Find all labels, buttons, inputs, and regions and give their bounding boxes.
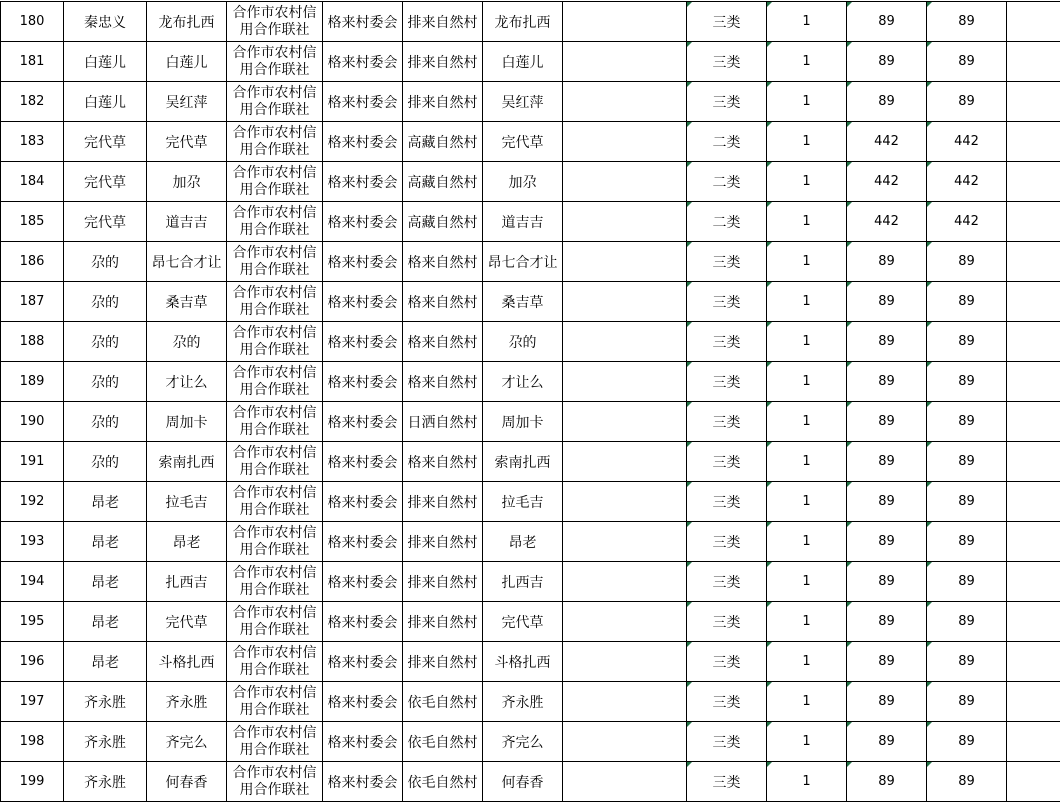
cell-blank[interactable] [563,642,687,682]
cell-account-name[interactable]: 才让么 [483,362,563,402]
cell-village-committee[interactable]: 格来村委会 [323,762,403,802]
cell-amount[interactable]: 89 [847,762,927,802]
cell-row-number[interactable]: 189 [1,362,64,402]
cell-row-number[interactable]: 185 [1,202,64,242]
cell-category[interactable]: 三类 [687,642,767,682]
table-row [1,402,1060,442]
cell-category[interactable]: 三类 [687,42,767,82]
cell-account-name[interactable]: 索南扎西 [483,442,563,482]
cell-member-name[interactable]: 尕的 [147,322,227,362]
cell-amount[interactable]: 89 [847,242,927,282]
cell-blank[interactable] [563,322,687,362]
cell-blank[interactable] [563,762,687,802]
cell-bank[interactable]: 合作市农村信用合作联社 [227,42,323,82]
cell-count[interactable]: 1 [767,722,847,762]
cell-account-name[interactable]: 昂老 [483,522,563,562]
table-row [1,162,1060,202]
cell-amount[interactable]: 442 [847,122,927,162]
cell-empty[interactable] [1007,242,1060,282]
cell-household-head[interactable]: 尕的 [64,322,147,362]
cell-village-committee[interactable]: 格来村委会 [323,122,403,162]
cell-empty[interactable] [1007,642,1060,682]
spreadsheet-table [0,1,1060,802]
table-row [1,762,1060,802]
cell-empty[interactable] [1007,122,1060,162]
cell-amount[interactable]: 89 [847,362,927,402]
cell-village-committee[interactable]: 格来村委会 [323,682,403,722]
cell-empty[interactable] [1007,282,1060,322]
cell-row-number[interactable]: 194 [1,562,64,602]
cell-bank[interactable]: 合作市农村信用合作联社 [227,482,323,522]
cell-count[interactable]: 1 [767,562,847,602]
cell-account-name[interactable]: 何春香 [483,762,563,802]
cell-member-name[interactable]: 索南扎西 [147,442,227,482]
cell-natural-village[interactable]: 高藏自然村 [403,122,483,162]
cell-natural-village[interactable]: 格来自然村 [403,242,483,282]
cell-count[interactable]: 1 [767,682,847,722]
cell-household-head[interactable]: 白莲儿 [64,42,147,82]
cell-natural-village[interactable]: 依毛自然村 [403,682,483,722]
cell-blank[interactable] [563,442,687,482]
cell-village-committee[interactable]: 格来村委会 [323,282,403,322]
table-row [1,282,1060,322]
cell-bank[interactable]: 合作市农村信用合作联社 [227,322,323,362]
cell-empty[interactable] [1007,482,1060,522]
cell-category[interactable]: 三类 [687,2,767,42]
cell-blank[interactable] [563,602,687,642]
cell-empty[interactable] [1007,82,1060,122]
cell-bank[interactable]: 合作市农村信用合作联社 [227,202,323,242]
cell-member-name[interactable]: 桑吉草 [147,282,227,322]
cell-count[interactable]: 1 [767,242,847,282]
cell-member-name[interactable]: 斗格扎西 [147,642,227,682]
cell-row-number[interactable]: 187 [1,282,64,322]
cell-total[interactable]: 89 [927,282,1007,322]
cell-village-committee[interactable]: 格来村委会 [323,482,403,522]
cell-count[interactable]: 1 [767,282,847,322]
cell-bank[interactable]: 合作市农村信用合作联社 [227,762,323,802]
cell-member-name[interactable]: 吴红萍 [147,82,227,122]
cell-natural-village[interactable]: 排来自然村 [403,602,483,642]
cell-account-name[interactable]: 尕的 [483,322,563,362]
cell-account-name[interactable]: 加尕 [483,162,563,202]
cell-account-name[interactable]: 白莲儿 [483,42,563,82]
cell-village-committee[interactable]: 格来村委会 [323,442,403,482]
cell-bank[interactable]: 合作市农村信用合作联社 [227,522,323,562]
cell-row-number[interactable]: 197 [1,682,64,722]
cell-natural-village[interactable]: 依毛自然村 [403,722,483,762]
cell-bank[interactable]: 合作市农村信用合作联社 [227,162,323,202]
cell-blank[interactable] [563,482,687,522]
cell-village-committee[interactable]: 格来村委会 [323,362,403,402]
cell-category[interactable]: 二类 [687,162,767,202]
cell-empty[interactable] [1007,162,1060,202]
cell-amount[interactable]: 89 [847,482,927,522]
cell-row-number[interactable]: 198 [1,722,64,762]
cell-account-name[interactable]: 斗格扎西 [483,642,563,682]
cell-bank[interactable]: 合作市农村信用合作联社 [227,362,323,402]
cell-natural-village[interactable]: 格来自然村 [403,362,483,402]
cell-row-number[interactable]: 184 [1,162,64,202]
cell-total[interactable]: 89 [927,642,1007,682]
cell-member-name[interactable]: 完代草 [147,602,227,642]
cell-amount[interactable]: 89 [847,722,927,762]
cell-bank[interactable]: 合作市农村信用合作联社 [227,82,323,122]
cell-account-name[interactable]: 完代草 [483,122,563,162]
cell-category[interactable]: 三类 [687,682,767,722]
table-row [1,602,1060,642]
cell-bank[interactable]: 合作市农村信用合作联社 [227,562,323,602]
cell-village-committee[interactable]: 格来村委会 [323,562,403,602]
cell-amount[interactable]: 89 [847,282,927,322]
cell-amount[interactable]: 89 [847,322,927,362]
cell-natural-village[interactable]: 高藏自然村 [403,162,483,202]
cell-row-number[interactable]: 188 [1,322,64,362]
cell-category[interactable]: 三类 [687,482,767,522]
cell-empty[interactable] [1007,562,1060,602]
cell-category[interactable]: 二类 [687,202,767,242]
cell-bank[interactable]: 合作市农村信用合作联社 [227,402,323,442]
table-row [1,242,1060,282]
table-row [1,522,1060,562]
cell-empty[interactable] [1007,442,1060,482]
cell-household-head[interactable]: 完代草 [64,122,147,162]
cell-natural-village[interactable]: 格来自然村 [403,282,483,322]
cell-bank[interactable]: 合作市农村信用合作联社 [227,682,323,722]
cell-member-name[interactable]: 加尕 [147,162,227,202]
cell-total[interactable]: 89 [927,442,1007,482]
cell-empty[interactable] [1007,762,1060,802]
cell-category[interactable]: 三类 [687,762,767,802]
cell-total[interactable]: 89 [927,402,1007,442]
cell-category[interactable]: 三类 [687,242,767,282]
cell-member-name[interactable]: 白莲儿 [147,42,227,82]
cell-natural-village[interactable]: 格来自然村 [403,442,483,482]
cell-row-number[interactable]: 181 [1,42,64,82]
cell-village-committee[interactable]: 格来村委会 [323,322,403,362]
cell-natural-village[interactable]: 格来自然村 [403,322,483,362]
cell-amount[interactable]: 89 [847,42,927,82]
cell-bank[interactable]: 合作市农村信用合作联社 [227,442,323,482]
cell-member-name[interactable]: 龙布扎西 [147,2,227,42]
cell-count[interactable]: 1 [767,2,847,42]
cell-amount[interactable]: 442 [847,162,927,202]
cell-member-name[interactable]: 齐永胜 [147,682,227,722]
cell-category[interactable]: 三类 [687,522,767,562]
cell-empty[interactable] [1007,202,1060,242]
cell-household-head[interactable]: 昂老 [64,522,147,562]
table-row [1,122,1060,162]
cell-blank[interactable] [563,522,687,562]
cell-row-number[interactable]: 190 [1,402,64,442]
cell-member-name[interactable]: 何春香 [147,762,227,802]
cell-count[interactable]: 1 [767,162,847,202]
cell-member-name[interactable]: 道吉吉 [147,202,227,242]
cell-household-head[interactable]: 齐永胜 [64,762,147,802]
cell-blank[interactable] [563,202,687,242]
cell-village-committee[interactable]: 格来村委会 [323,82,403,122]
cell-household-head[interactable]: 昂老 [64,562,147,602]
cell-row-number[interactable]: 196 [1,642,64,682]
cell-count[interactable]: 1 [767,42,847,82]
cell-amount[interactable]: 89 [847,522,927,562]
cell-empty[interactable] [1007,722,1060,762]
cell-row-number[interactable]: 183 [1,122,64,162]
cell-natural-village[interactable]: 排来自然村 [403,642,483,682]
cell-natural-village[interactable]: 排来自然村 [403,522,483,562]
cell-household-head[interactable]: 尕的 [64,442,147,482]
cell-blank[interactable] [563,362,687,402]
cell-blank[interactable] [563,2,687,42]
cell-member-name[interactable]: 拉毛吉 [147,482,227,522]
cell-village-committee[interactable]: 格来村委会 [323,202,403,242]
cell-row-number[interactable]: 182 [1,82,64,122]
cell-count[interactable]: 1 [767,322,847,362]
cell-blank[interactable] [563,402,687,442]
cell-bank[interactable]: 合作市农村信用合作联社 [227,602,323,642]
table-row [1,322,1060,362]
cell-empty[interactable] [1007,322,1060,362]
cell-amount[interactable]: 89 [847,642,927,682]
cell-total[interactable]: 89 [927,562,1007,602]
cell-total[interactable]: 89 [927,682,1007,722]
cell-total[interactable]: 89 [927,522,1007,562]
cell-household-head[interactable]: 尕的 [64,362,147,402]
table-row [1,42,1060,82]
cell-natural-village[interactable]: 排来自然村 [403,2,483,42]
cell-count[interactable]: 1 [767,202,847,242]
table-row [1,562,1060,602]
cell-category[interactable]: 二类 [687,122,767,162]
cell-village-committee[interactable]: 格来村委会 [323,642,403,682]
cell-natural-village[interactable]: 依毛自然村 [403,762,483,802]
cell-total[interactable]: 89 [927,722,1007,762]
cell-account-name[interactable]: 道吉吉 [483,202,563,242]
cell-household-head[interactable]: 尕的 [64,402,147,442]
cell-total[interactable]: 89 [927,602,1007,642]
cell-village-committee[interactable]: 格来村委会 [323,602,403,642]
table-body [1,2,1060,802]
cell-blank[interactable] [563,82,687,122]
cell-blank[interactable] [563,122,687,162]
cell-natural-village[interactable]: 排来自然村 [403,42,483,82]
cell-amount[interactable]: 89 [847,2,927,42]
cell-total[interactable]: 89 [927,762,1007,802]
cell-bank[interactable]: 合作市农村信用合作联社 [227,722,323,762]
cell-bank[interactable]: 合作市农村信用合作联社 [227,2,323,42]
cell-count[interactable]: 1 [767,82,847,122]
cell-account-name[interactable]: 齐完么 [483,722,563,762]
cell-household-head[interactable]: 昂老 [64,642,147,682]
cell-amount[interactable]: 442 [847,202,927,242]
cell-natural-village[interactable]: 排来自然村 [403,82,483,122]
cell-total[interactable]: 89 [927,482,1007,522]
cell-category[interactable]: 三类 [687,322,767,362]
cell-count[interactable]: 1 [767,602,847,642]
cell-member-name[interactable]: 扎西吉 [147,562,227,602]
cell-empty[interactable] [1007,362,1060,402]
cell-total[interactable]: 442 [927,202,1007,242]
cell-member-name[interactable]: 昂老 [147,522,227,562]
cell-natural-village[interactable]: 高藏自然村 [403,202,483,242]
table-row [1,722,1060,762]
cell-empty[interactable] [1007,602,1060,642]
cell-count[interactable]: 1 [767,362,847,402]
cell-natural-village[interactable]: 日洒自然村 [403,402,483,442]
cell-count[interactable]: 1 [767,122,847,162]
cell-account-name[interactable]: 昂七合才让 [483,242,563,282]
cell-category[interactable]: 三类 [687,282,767,322]
cell-household-head[interactable]: 秦忠义 [64,2,147,42]
cell-amount[interactable]: 89 [847,402,927,442]
cell-bank[interactable]: 合作市农村信用合作联社 [227,122,323,162]
cell-household-head[interactable]: 昂老 [64,482,147,522]
cell-count[interactable]: 1 [767,442,847,482]
cell-village-committee[interactable]: 格来村委会 [323,242,403,282]
cell-category[interactable]: 三类 [687,402,767,442]
cell-household-head[interactable]: 尕的 [64,282,147,322]
cell-village-committee[interactable]: 格来村委会 [323,722,403,762]
cell-category[interactable]: 三类 [687,602,767,642]
cell-category[interactable]: 三类 [687,722,767,762]
cell-household-head[interactable]: 完代草 [64,202,147,242]
cell-count[interactable]: 1 [767,522,847,562]
cell-amount[interactable]: 89 [847,82,927,122]
cell-account-name[interactable]: 周加卡 [483,402,563,442]
cell-amount[interactable]: 89 [847,602,927,642]
table-row [1,82,1060,122]
cell-row-number[interactable]: 186 [1,242,64,282]
cell-category[interactable]: 三类 [687,442,767,482]
cell-member-name[interactable]: 完代草 [147,122,227,162]
cell-household-head[interactable]: 尕的 [64,242,147,282]
cell-blank[interactable] [563,282,687,322]
cell-blank[interactable] [563,162,687,202]
cell-natural-village[interactable]: 排来自然村 [403,562,483,602]
cell-empty[interactable] [1007,402,1060,442]
cell-count[interactable]: 1 [767,402,847,442]
cell-total[interactable]: 89 [927,362,1007,402]
cell-account-name[interactable]: 拉毛吉 [483,482,563,522]
cell-household-head[interactable]: 完代草 [64,162,147,202]
table-row [1,202,1060,242]
cell-total[interactable]: 89 [927,2,1007,42]
cell-account-name[interactable]: 扎西吉 [483,562,563,602]
table-row [1,482,1060,522]
cell-empty[interactable] [1007,522,1060,562]
cell-bank[interactable]: 合作市农村信用合作联社 [227,642,323,682]
cell-amount[interactable]: 89 [847,562,927,602]
cell-row-number[interactable]: 191 [1,442,64,482]
cell-empty[interactable] [1007,42,1060,82]
cell-row-number[interactable]: 199 [1,762,64,802]
cell-blank[interactable] [563,242,687,282]
cell-blank[interactable] [563,42,687,82]
cell-household-head[interactable]: 昂老 [64,602,147,642]
cell-row-number[interactable]: 180 [1,2,64,42]
cell-total[interactable]: 442 [927,162,1007,202]
table-row [1,682,1060,722]
cell-empty[interactable] [1007,682,1060,722]
cell-total[interactable]: 442 [927,122,1007,162]
cell-total[interactable]: 89 [927,82,1007,122]
cell-member-name[interactable]: 周加卡 [147,402,227,442]
cell-blank[interactable] [563,722,687,762]
cell-row-number[interactable]: 192 [1,482,64,522]
cell-blank[interactable] [563,682,687,722]
cell-household-head[interactable]: 齐永胜 [64,722,147,762]
cell-count[interactable]: 1 [767,482,847,522]
cell-member-name[interactable]: 齐完么 [147,722,227,762]
cell-household-head[interactable]: 齐永胜 [64,682,147,722]
cell-village-committee[interactable]: 格来村委会 [323,2,403,42]
cell-member-name[interactable]: 昂七合才让 [147,242,227,282]
cell-village-committee[interactable]: 格来村委会 [323,162,403,202]
cell-account-name[interactable]: 龙布扎西 [483,2,563,42]
table-row [1,442,1060,482]
cell-household-head[interactable]: 白莲儿 [64,82,147,122]
cell-village-committee[interactable]: 格来村委会 [323,42,403,82]
cell-amount[interactable]: 89 [847,682,927,722]
cell-account-name[interactable]: 完代草 [483,602,563,642]
cell-account-name[interactable]: 吴红萍 [483,82,563,122]
table-row [1,642,1060,682]
cell-total[interactable]: 89 [927,42,1007,82]
cell-row-number[interactable]: 193 [1,522,64,562]
table-row [1,2,1060,42]
cell-bank[interactable]: 合作市农村信用合作联社 [227,282,323,322]
cell-category[interactable]: 三类 [687,362,767,402]
cell-account-name[interactable]: 齐永胜 [483,682,563,722]
cell-count[interactable]: 1 [767,642,847,682]
cell-account-name[interactable]: 桑吉草 [483,282,563,322]
cell-empty[interactable] [1007,2,1060,42]
cell-natural-village[interactable]: 排来自然村 [403,482,483,522]
cell-category[interactable]: 三类 [687,562,767,602]
cell-total[interactable]: 89 [927,322,1007,362]
table-row [1,362,1060,402]
cell-count[interactable]: 1 [767,762,847,802]
cell-amount[interactable]: 89 [847,442,927,482]
cell-bank[interactable]: 合作市农村信用合作联社 [227,242,323,282]
cell-blank[interactable] [563,562,687,602]
cell-member-name[interactable]: 才让么 [147,362,227,402]
cell-row-number[interactable]: 195 [1,602,64,642]
cell-category[interactable]: 三类 [687,82,767,122]
cell-total[interactable]: 89 [927,242,1007,282]
cell-village-committee[interactable]: 格来村委会 [323,522,403,562]
cell-village-committee[interactable]: 格来村委会 [323,402,403,442]
